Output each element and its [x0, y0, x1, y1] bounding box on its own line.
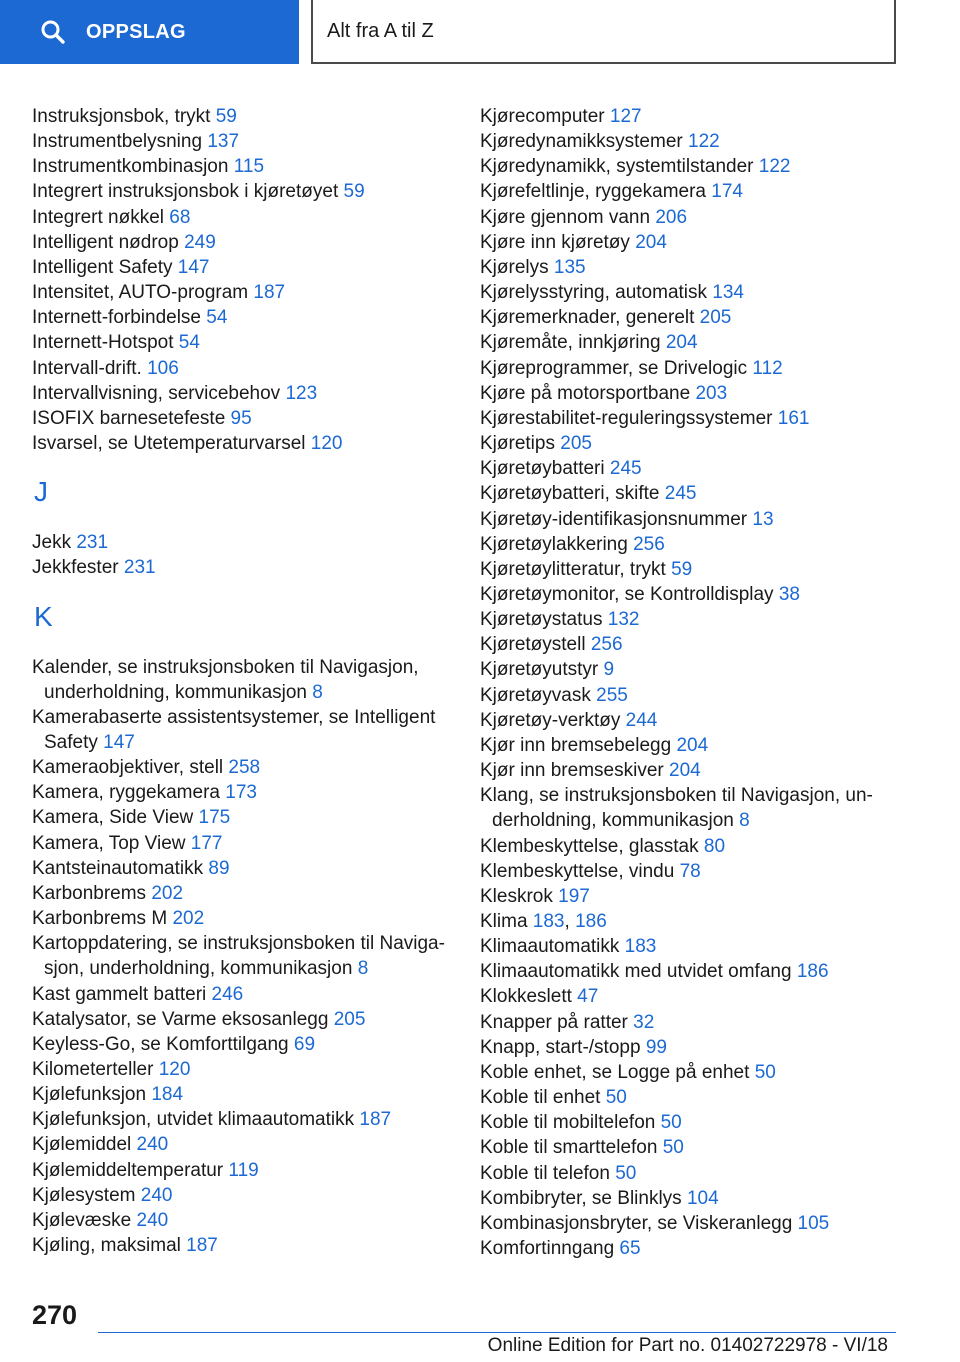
- index-entry: [480, 934, 880, 959]
- page-link[interactable]: 258: [228, 757, 261, 779]
- index-term: Klimaautomatikk med utvidet omfang: [480, 961, 797, 983]
- page-link[interactable]: 8: [312, 681, 323, 703]
- page-link[interactable]: 187: [359, 1109, 392, 1131]
- search-icon: [40, 19, 66, 45]
- page-link[interactable]: 50: [615, 1162, 637, 1184]
- index-entry: [32, 431, 452, 456]
- page-link[interactable]: 38: [778, 583, 800, 605]
- page-link[interactable]: 80: [703, 835, 726, 857]
- index-entry: [32, 555, 452, 580]
- page-link[interactable]: 240: [136, 1209, 169, 1231]
- index-entry: [32, 154, 452, 179]
- page-link[interactable]: 255: [596, 684, 628, 706]
- index-term: Kamera, ryggekamera: [32, 782, 226, 804]
- index-term: Kjølemiddel: [32, 1134, 137, 1156]
- index-term: Knapp, start-/stopp: [480, 1036, 646, 1058]
- page-link[interactable]: 246: [211, 983, 244, 1005]
- index-entry: [32, 381, 452, 406]
- page-link[interactable]: 204: [665, 332, 698, 354]
- page-link[interactable]: 174: [711, 181, 743, 203]
- index-entry: [32, 780, 452, 805]
- index-entry: [32, 1007, 452, 1032]
- page-link[interactable]: 186: [796, 961, 829, 983]
- index-entry: [32, 104, 452, 129]
- page-link[interactable]: 69: [293, 1033, 316, 1055]
- page-link[interactable]: 205: [333, 1008, 366, 1030]
- page-link[interactable]: 50: [660, 1112, 682, 1134]
- page-link[interactable]: 54: [178, 332, 200, 354]
- page-link[interactable]: 135: [553, 256, 586, 278]
- page-link[interactable]: 231: [123, 557, 156, 579]
- page-link[interactable]: 59: [343, 181, 365, 203]
- index-term: Kalender, se instruksjonsboken til Navigasjon, underholdning, kommunikasjon: [32, 656, 419, 703]
- index-entry: [480, 406, 880, 431]
- index-entry: [480, 1035, 880, 1060]
- index-entry: [32, 1132, 452, 1157]
- index-entry: [480, 859, 880, 884]
- page-link[interactable]: 78: [679, 860, 701, 882]
- page-link[interactable]: 245: [609, 458, 642, 480]
- page-link[interactable]: 204: [635, 231, 667, 253]
- page-link[interactable]: 50: [754, 1061, 776, 1083]
- index-entry: [32, 305, 452, 330]
- section-letter: K: [34, 600, 53, 632]
- page-link[interactable]: 187: [186, 1235, 218, 1257]
- index-entry: [32, 280, 452, 305]
- index-entry: [480, 129, 880, 154]
- page-separator: ,: [564, 911, 576, 932]
- index-term: Kjølefunksjon: [32, 1084, 152, 1106]
- index-term: Karbonbrems M: [32, 908, 173, 930]
- index-term: Kjøredynamikk, systemtilstander: [480, 156, 759, 178]
- index-entry: [480, 507, 880, 532]
- index-term: Instrumentbelysning: [32, 131, 208, 153]
- index-entry: [32, 205, 452, 230]
- index-term: Kjøling, maksimal: [32, 1235, 187, 1257]
- index-entry: [480, 909, 880, 934]
- index-entry: [480, 532, 880, 557]
- index-term: Kjøreprogrammer, se Drivelogic: [480, 357, 753, 379]
- index-entry: [32, 1057, 452, 1082]
- page-link[interactable]: 115: [233, 156, 265, 178]
- page-link[interactable]: 50: [662, 1137, 684, 1159]
- index-term: Klembeskyttelse, vindu: [480, 860, 680, 882]
- page-link[interactable]: 206: [655, 206, 688, 228]
- index-term: Klima: [480, 911, 533, 932]
- index-entry: [480, 582, 880, 607]
- page-link[interactable]: 104: [686, 1187, 719, 1209]
- index-term: Kjørestabilitet-reguleringssystemer: [480, 407, 778, 429]
- index-term: Instrumentkombinasjon: [32, 156, 234, 178]
- index-term: Kjøretøylakkering: [480, 533, 634, 555]
- index-term: Koble til enhet: [480, 1087, 606, 1109]
- index-entry: [32, 1107, 452, 1132]
- index-term: Kombibryter, se Blinklys: [480, 1187, 687, 1209]
- page-number: 270: [32, 1300, 78, 1330]
- index-entry: [480, 708, 880, 733]
- page-link[interactable]: 122: [758, 156, 791, 178]
- index-term: Koble til smarttelefon: [480, 1137, 663, 1159]
- index-entry: [480, 733, 880, 758]
- index-term: Kjølefunksjon, utvidet klimaautomatikk: [32, 1109, 360, 1131]
- index-term: Klokkeslett: [480, 986, 578, 1008]
- index-entry: [32, 1183, 452, 1208]
- edition-note: Online Edition for Part no. 01402722978 - VI/18: [487, 1335, 888, 1356]
- index-term: Kjølemiddeltemperatur: [32, 1159, 229, 1181]
- index-term: Keyless-Go, se Komforttilgang: [32, 1033, 294, 1055]
- page-link[interactable]: 137: [207, 131, 240, 153]
- page-link[interactable]: 161: [777, 407, 810, 429]
- index-entry: [32, 856, 452, 881]
- index-term: Kjølevæske: [32, 1209, 137, 1231]
- index-column-right: [480, 104, 880, 1261]
- index-entry: [32, 1158, 452, 1183]
- index-entry: [480, 104, 880, 129]
- index-entry: [480, 255, 880, 280]
- index-entry: [480, 683, 880, 708]
- index-term: Kjølesystem: [32, 1184, 141, 1206]
- index-entry: [32, 1208, 452, 1233]
- footer-divider: [98, 1332, 896, 1333]
- page-link[interactable]: 256: [590, 634, 623, 656]
- index-term: Kjør inn bremsebelegg: [480, 734, 677, 756]
- page-link[interactable]: 50: [605, 1087, 627, 1109]
- index-entry: [32, 356, 452, 381]
- index-term: Kjøretøylitteratur, trykt: [480, 558, 672, 580]
- index-term: Karbonbrems: [32, 882, 152, 904]
- page-link[interactable]: 59: [215, 106, 237, 127]
- index-entry: [32, 330, 452, 355]
- section-title: Alt fra A til Z: [311, 0, 896, 64]
- index-term: Kjørefeltlinje, ryggekamera: [480, 181, 712, 203]
- index-entry: [480, 1110, 880, 1135]
- index-entry: [32, 931, 452, 981]
- index-term: Internett-Hotspot: [32, 332, 179, 354]
- page-link[interactable]: 240: [140, 1184, 173, 1206]
- search-tab[interactable]: [0, 0, 299, 64]
- page-link[interactable]: 240: [136, 1134, 169, 1156]
- index-entry: [32, 1082, 452, 1107]
- page-link[interactable]: 183: [624, 936, 657, 958]
- page-link[interactable]: 120: [158, 1059, 191, 1080]
- page-link[interactable]: 202: [151, 882, 184, 904]
- index-entry: [480, 984, 880, 1009]
- index-term: Kjøremåte, innkjøring: [480, 332, 666, 354]
- page-link[interactable]: 54: [206, 307, 228, 329]
- index-term: Jekkfester: [32, 557, 124, 579]
- index-entry: [480, 1135, 880, 1160]
- index-entry: [480, 632, 880, 657]
- index-term: Klang, se instruksjonsboken til Navigasjon, un‐derholdning, kommunikasjon: [480, 785, 873, 832]
- index-entry: [32, 230, 452, 255]
- page-link[interactable]: 119: [228, 1159, 259, 1181]
- index-entry: [480, 280, 880, 305]
- index-entry: [480, 783, 880, 833]
- index-term: Kameraobjektiver, stell: [32, 757, 229, 779]
- index-entry: [32, 129, 452, 154]
- page-link[interactable]: 32: [633, 1011, 655, 1033]
- index-term: Kjøretøybatteri: [480, 458, 610, 480]
- page-link[interactable]: 127: [609, 106, 642, 127]
- index-term: Koble til telefon: [480, 1162, 616, 1184]
- index-term: Kjøre inn kjøretøy: [480, 231, 636, 253]
- index-entry: [480, 381, 880, 406]
- index-entry: [480, 1010, 880, 1035]
- index-term: Kleskrok: [480, 885, 559, 907]
- page-link[interactable]: 256: [633, 533, 665, 555]
- section-letter: J: [34, 476, 48, 508]
- page-link[interactable]: 132: [607, 609, 640, 631]
- page-link[interactable]: 187: [253, 282, 286, 304]
- index-term: ISOFIX barnesetefeste: [32, 407, 231, 429]
- index-entry: [480, 481, 880, 506]
- page-link[interactable]: 147: [103, 731, 135, 753]
- index-entry: [480, 456, 880, 481]
- index-term: Kantsteinautomatikk: [32, 857, 209, 879]
- index-term: Isvarsel, se Utetemperaturvarsel: [32, 433, 311, 455]
- index-term: Kjøre på motorsportbane: [480, 382, 696, 404]
- index-entry: [480, 657, 880, 682]
- index-entry: [32, 705, 452, 755]
- index-entry: [480, 154, 880, 179]
- index-column-left: [32, 104, 452, 1258]
- page-link[interactable]: 95: [230, 407, 252, 429]
- index-term: Instruksjonsbok, trykt: [32, 106, 216, 127]
- index-entry: [480, 1186, 880, 1211]
- index-term: Kjøretøystell: [480, 634, 591, 656]
- index-entry: [32, 906, 452, 931]
- page-link[interactable]: 203: [695, 382, 728, 404]
- index-entry: [480, 884, 880, 909]
- page-link[interactable]: 205: [560, 433, 592, 455]
- index-entry: [32, 255, 452, 280]
- page-link[interactable]: 8: [357, 958, 369, 980]
- index-term: Intensitet, AUTO-program: [32, 282, 254, 304]
- page-link[interactable]: 204: [669, 760, 701, 782]
- index-entry: [32, 881, 452, 906]
- page-link[interactable]: 8: [739, 810, 750, 832]
- index-entry: [480, 1211, 880, 1236]
- index-entry: [480, 330, 880, 355]
- page-link[interactable]: 245: [664, 483, 697, 505]
- index-entry: [480, 834, 880, 859]
- index-term: Kjøretøyvask: [480, 684, 597, 706]
- page-link[interactable]: 244: [625, 709, 658, 731]
- index-entry: [32, 1032, 452, 1057]
- index-entry: [480, 1060, 880, 1085]
- index-term: Intelligent nødrop: [32, 231, 185, 253]
- index-entry: [480, 1161, 880, 1186]
- index-term: Kjørelysstyring, automatisk: [480, 282, 713, 304]
- index-term: Komfortinngang: [480, 1238, 620, 1260]
- page-link[interactable]: 177: [190, 832, 223, 854]
- page-link[interactable]: 175: [198, 807, 231, 829]
- index-entry: [32, 982, 452, 1007]
- index-entry: [32, 755, 452, 780]
- page-link[interactable]: 231: [76, 532, 109, 554]
- index-entry: [32, 179, 452, 204]
- page-link[interactable]: 13: [752, 508, 774, 530]
- page-link[interactable]: 122: [688, 131, 720, 153]
- page-link[interactable]: 197: [558, 885, 590, 907]
- index-term: Kjørelys: [480, 256, 554, 278]
- page-link[interactable]: 173: [225, 782, 257, 804]
- index-term: Integrert nøkkel: [32, 206, 170, 228]
- index-term: Intelligent Safety: [32, 256, 178, 278]
- index-term: Kast gammelt batteri: [32, 983, 212, 1005]
- page-link[interactable]: 184: [151, 1084, 184, 1106]
- index-entry: [480, 557, 880, 582]
- index-entry: [32, 530, 452, 555]
- page-link[interactable]: 120: [310, 433, 343, 455]
- index-entry: [32, 1233, 452, 1258]
- index-term: Kamera, Side View: [32, 807, 199, 829]
- index-entry: [32, 406, 452, 431]
- index-term: Kjøremerknader, generelt: [480, 307, 700, 329]
- page-link[interactable]: 89: [208, 857, 230, 879]
- index-entry: [32, 805, 452, 830]
- index-entry: [480, 1236, 880, 1261]
- index-term: Jekk: [32, 532, 77, 554]
- index-term: Kjøretøystatus: [480, 609, 608, 631]
- index-term: Knapper på ratter: [480, 1011, 634, 1033]
- index-term: Intervall-drift.: [32, 357, 148, 379]
- index-term: Klimaautomatikk: [480, 936, 625, 958]
- page-link[interactable]: 134: [712, 282, 744, 304]
- page-link[interactable]: 112: [752, 357, 783, 379]
- page-link[interactable]: 59: [671, 558, 693, 580]
- index-term: Kjøretøybatteri, skifte: [480, 483, 665, 505]
- index-entry: [480, 1085, 880, 1110]
- index-entry: [480, 758, 880, 783]
- index-term: Kilometerteller: [32, 1059, 159, 1080]
- index-entry: [480, 356, 880, 381]
- index-entry: [480, 305, 880, 330]
- index-term: Kombinasjonsbryter, se Viskeranlegg: [480, 1212, 798, 1234]
- index-term: Klembeskyttelse, glasstak: [480, 835, 704, 857]
- page-link[interactable]: 105: [797, 1212, 830, 1234]
- index-entry: [32, 655, 452, 705]
- index-entry: [480, 959, 880, 984]
- page-link[interactable]: 204: [676, 734, 709, 756]
- index-entry: [480, 607, 880, 632]
- page-link[interactable]: 147: [177, 256, 210, 278]
- page-link[interactable]: 183: [532, 911, 565, 932]
- index-term: Kjøretøyutstyr: [480, 659, 604, 681]
- index-term: Katalysator, se Varme eksosanlegg: [32, 1008, 334, 1030]
- index-term: Intervallvisning, servicebehov: [32, 382, 286, 404]
- index-term: Koble enhet, se Logge på enhet: [480, 1061, 755, 1083]
- page-link[interactable]: 68: [169, 206, 191, 228]
- index-term: Internett-forbindelse: [32, 307, 207, 329]
- index-term: Kjøretøy-identifikasjonsnummer: [480, 508, 753, 530]
- page-link[interactable]: 99: [645, 1036, 667, 1058]
- index-term: Kjøretøymonitor, se Kontrolldisplay: [480, 583, 779, 605]
- search-tab-label: OPPSLAG: [86, 20, 186, 43]
- page-link[interactable]: 65: [619, 1238, 641, 1260]
- index-term: Kartoppdatering, se instruksjonsboken til Naviga‐sjon, underholdning, kommunikasjon: [32, 933, 445, 980]
- index-term: Kamera, Top View: [32, 832, 191, 854]
- index-term: Kamerabaserte assistentsystemer, se Intelligent Safety: [32, 706, 436, 753]
- index-entry: [480, 230, 880, 255]
- index-term: Koble til mobiltelefon: [480, 1112, 661, 1134]
- page-link[interactable]: 47: [577, 986, 599, 1008]
- index-entry: [480, 431, 880, 456]
- index-entry: [480, 205, 880, 230]
- page-link[interactable]: 202: [172, 908, 205, 930]
- index-term: Kjøredynamikksystemer: [480, 131, 688, 153]
- index-term: Kjøre gjennom vann: [480, 206, 656, 228]
- page-link[interactable]: 9: [603, 659, 615, 681]
- index-term: Kjøretips: [480, 433, 561, 455]
- index-term: Integrert instruksjonsbok i kjøretøyet: [32, 181, 344, 203]
- index-term: Kjør inn bremseskiver: [480, 760, 669, 782]
- page-link[interactable]: 249: [184, 231, 216, 253]
- index-term: Kjørecomputer: [480, 106, 610, 127]
- page-link[interactable]: 106: [147, 357, 179, 379]
- index-term: Kjøretøy-verktøy: [480, 709, 626, 731]
- page-link[interactable]: 123: [285, 382, 318, 404]
- index-entry: [32, 831, 452, 856]
- index-entry: [480, 179, 880, 204]
- page-link[interactable]: 186: [575, 911, 607, 932]
- page-link[interactable]: 205: [699, 307, 732, 329]
